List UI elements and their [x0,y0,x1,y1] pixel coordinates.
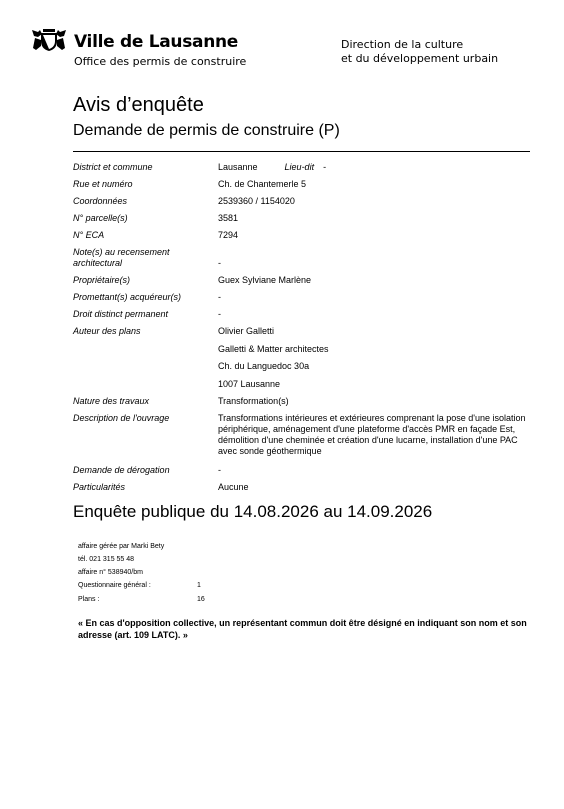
auteur-line: Olivier Galletti [218,326,275,336]
questionnaire-count: 1 [197,582,201,589]
auteur-line: Ch. du Languedoc 30a [218,361,310,371]
district-value: Lausanne [218,162,258,172]
field-label-line-2: architectural [73,258,123,268]
auteur-line: 1007 Lausanne [218,378,281,389]
opposition-note: « En cas d'opposition collective, un représentant commun doit être désigné en indiquant son nom et son adresse (art. 109 LATC). » [78,618,527,640]
field-label: Particularités [73,482,126,492]
field-label: Promettant(s) acquéreur(s) [73,292,182,302]
page-subtitle: Demande de permis de construire (P) [73,122,340,139]
field-label [73,247,213,269]
plans-label: Plans : [78,596,100,603]
divider [73,151,530,152]
plans-count: 16 [197,596,205,603]
lieu-dit-label: Lieu-dit [284,162,315,172]
field-value [218,162,536,173]
office-name: Office des permis de construire [74,55,247,68]
case-manager: affaire gérée par Marki Bety [78,543,165,550]
field-label: Droit distinct permanent [73,309,169,319]
field-label: N° parcelle(s) [73,213,128,223]
lausanne-coat-of-arms-logo [30,28,68,52]
field-value: 3581 [218,213,239,223]
field-value: - [218,465,221,475]
auteur-line: Galletti & Matter architectes [218,343,329,354]
case-phone: tél. 021 315 55 48 [78,556,135,563]
field-label: Rue et numéro [73,179,133,189]
field-label-line-1: Note(s) au recensement [73,247,170,257]
brand-name: Ville de Lausanne [74,32,239,52]
field-value: Transformations intérieures et extérieures comprenant la pose d'une isolation périphérique, aménagement d'une plateforme d'accès PMR en façade Est, démolition d'une cheminée et création d'une lucarne, installation d'une PAC avec sonde géothermique [218,413,526,456]
enquete-dates-heading: Enquête publique du 14.08.2026 au 14.09.2026 [73,502,433,521]
lieu-dit-value: - [323,162,327,172]
questionnaire-label: Questionnaire général : [78,582,151,589]
field-value: Aucune [218,482,249,492]
case-number: affaire n° 538940/bm [78,569,143,576]
field-label: Propriétaire(s) [73,275,131,285]
field-value: - [218,258,221,268]
field-label: Description de l'ouvrage [73,413,170,423]
field-label: Nature des travaux [73,396,150,406]
field-value: Ch. de Chantemerle 5 [218,179,307,189]
department-name [341,38,498,66]
field-value: - [218,292,221,302]
field-label: N° ECA [73,230,105,240]
page-title: Avis d’enquête [73,94,204,116]
department-line-2: et du développement urbain [341,52,499,65]
field-value: Transformation(s) [218,396,289,406]
field-label: District et commune [73,162,153,172]
field-value [218,326,536,396]
field-value: 7294 [218,230,239,240]
department-line-1: Direction de la culture [341,38,464,51]
field-value: 2539360 / 1154020 [218,196,295,206]
field-label: Auteur des plans [73,326,141,336]
field-value: Guex Sylviane Marlène [218,275,312,285]
field-label: Coordonnées [73,196,128,206]
field-value: - [218,309,221,319]
field-label: Demande de dérogation [73,465,170,475]
